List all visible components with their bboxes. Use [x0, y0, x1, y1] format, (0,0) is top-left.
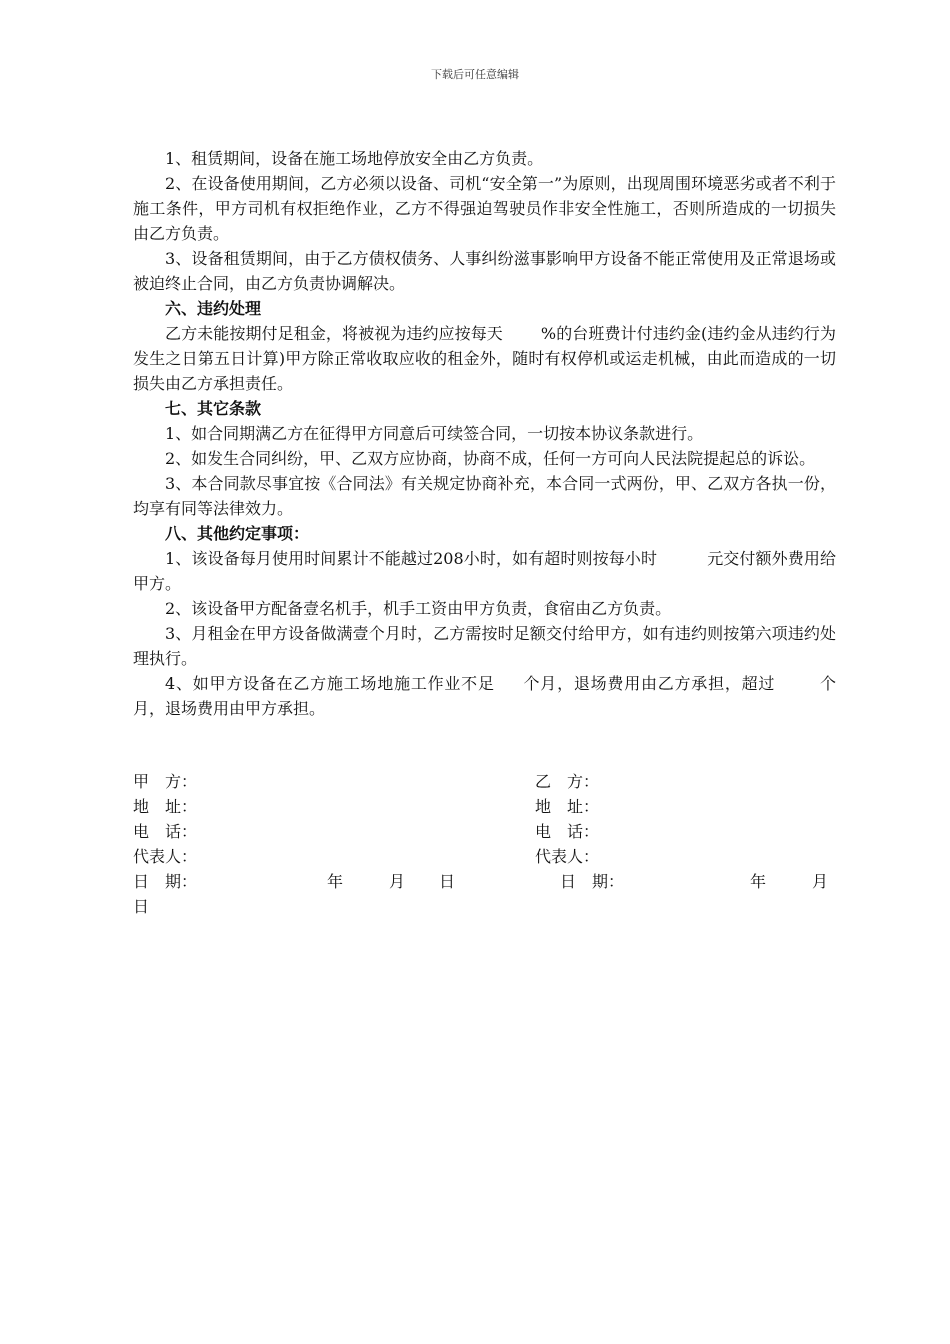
date-a-day: 日: [439, 872, 456, 891]
paragraph-7-3: 3、本合同款尽事宜按《合同法》有关规定协商补充，本合同一式两份，甲、乙双方各执一份，均享有同等法律效力。: [133, 474, 836, 518]
phone-b-label: 电 话：: [535, 822, 600, 841]
date-a-label: 日 期：: [133, 872, 198, 891]
contract-body: [133, 146, 836, 721]
date-a-month: 月: [389, 872, 406, 891]
breach-text-b: %的台班费计付违约金(违约金从违约行为发生之日第五日计算)甲方除正常收取应收的租金外，随时有权停机或运走机械，由此而造成的一切损失由乙方承担责任。: [133, 324, 836, 393]
rep-b-label: 代表人：: [535, 847, 600, 866]
date-b-label: 日 期：: [560, 872, 625, 891]
paragraph-8-3: 3、月租金在甲方设备做满壹个月时，乙方需按时足额交付给甲方，如有违约则按第六项违约处理执行。: [133, 624, 836, 668]
overtime-text-b: 元交付额外费用给甲方。: [133, 549, 836, 593]
section-heading-8: 八、其他约定事项：: [165, 524, 310, 543]
paragraph-2: 2、在设备使用期间，乙方必须以设备、司机“安全第一”为原则，出现周围环境恶劣或者不利于施工条件，甲方司机有权拒绝作业，乙方不得强迫驾驶员作非安全性施工，否则所造成的一切损失由乙方负责。: [133, 174, 836, 243]
page-header: 下载后可任意编辑: [431, 68, 519, 81]
party-a-label: 甲 方：: [133, 772, 198, 791]
date-a-year: 年: [327, 872, 344, 891]
breach-text-a: 乙方未能按期付足租金，将被视为违约应按每天: [165, 324, 503, 343]
paragraph-7-1: 1、如合同期满乙方在征得甲方同意后可续签合同，一切按本协议条款进行。: [165, 424, 704, 443]
phone-a-label: 电 话：: [133, 822, 198, 841]
section-heading-7: 七、其它条款: [165, 399, 262, 418]
paragraph-8-2: 2、该设备甲方配备壹名机手，机手工资由甲方负责，食宿由乙方负责。: [165, 599, 672, 618]
section-heading-6: 六、违约处理: [165, 299, 262, 318]
exit-text-a: 4、如甲方设备在乙方施工场地施工作业不足: [165, 674, 495, 693]
overtime-text-a: 1、该设备每月使用时间累计不能越过208小时，如有超时则按每小时: [165, 549, 658, 568]
address-a-label: 地 址：: [133, 797, 198, 816]
address-b-label: 地 址：: [535, 797, 600, 816]
paragraph-1: 1、租赁期间，设备在施工场地停放安全由乙方负责。: [165, 149, 544, 168]
exit-text-b: 个月，退场费用由乙方承担，超过: [522, 674, 776, 693]
date-a-line: [133, 869, 455, 894]
date-b-year: 年: [750, 872, 767, 891]
exit-text-c: 个月，退场费用由甲方承担。: [133, 674, 836, 718]
paragraph-breach: [133, 321, 836, 396]
rep-a-label: 代表人：: [133, 847, 198, 866]
paragraph-8-4: [133, 671, 836, 721]
party-b-label: 乙 方：: [535, 772, 600, 791]
paragraph-3: 3、设备租赁期间，由于乙方债权债务、人事纠纷滋事影响甲方设备不能正常使用及正常退场或被迫终止合同，由乙方负责协调解决。: [133, 249, 836, 293]
signature-block: [133, 769, 836, 919]
date-b-day: 日: [133, 897, 150, 916]
date-b-line: [560, 869, 828, 894]
paragraph-7-2: 2、如发生合同纠纷，甲、乙双方应协商，协商不成，任何一方可向人民法院提起总的诉讼。: [165, 449, 816, 468]
paragraph-8-1: [133, 546, 836, 596]
date-b-month: 月: [812, 872, 829, 891]
